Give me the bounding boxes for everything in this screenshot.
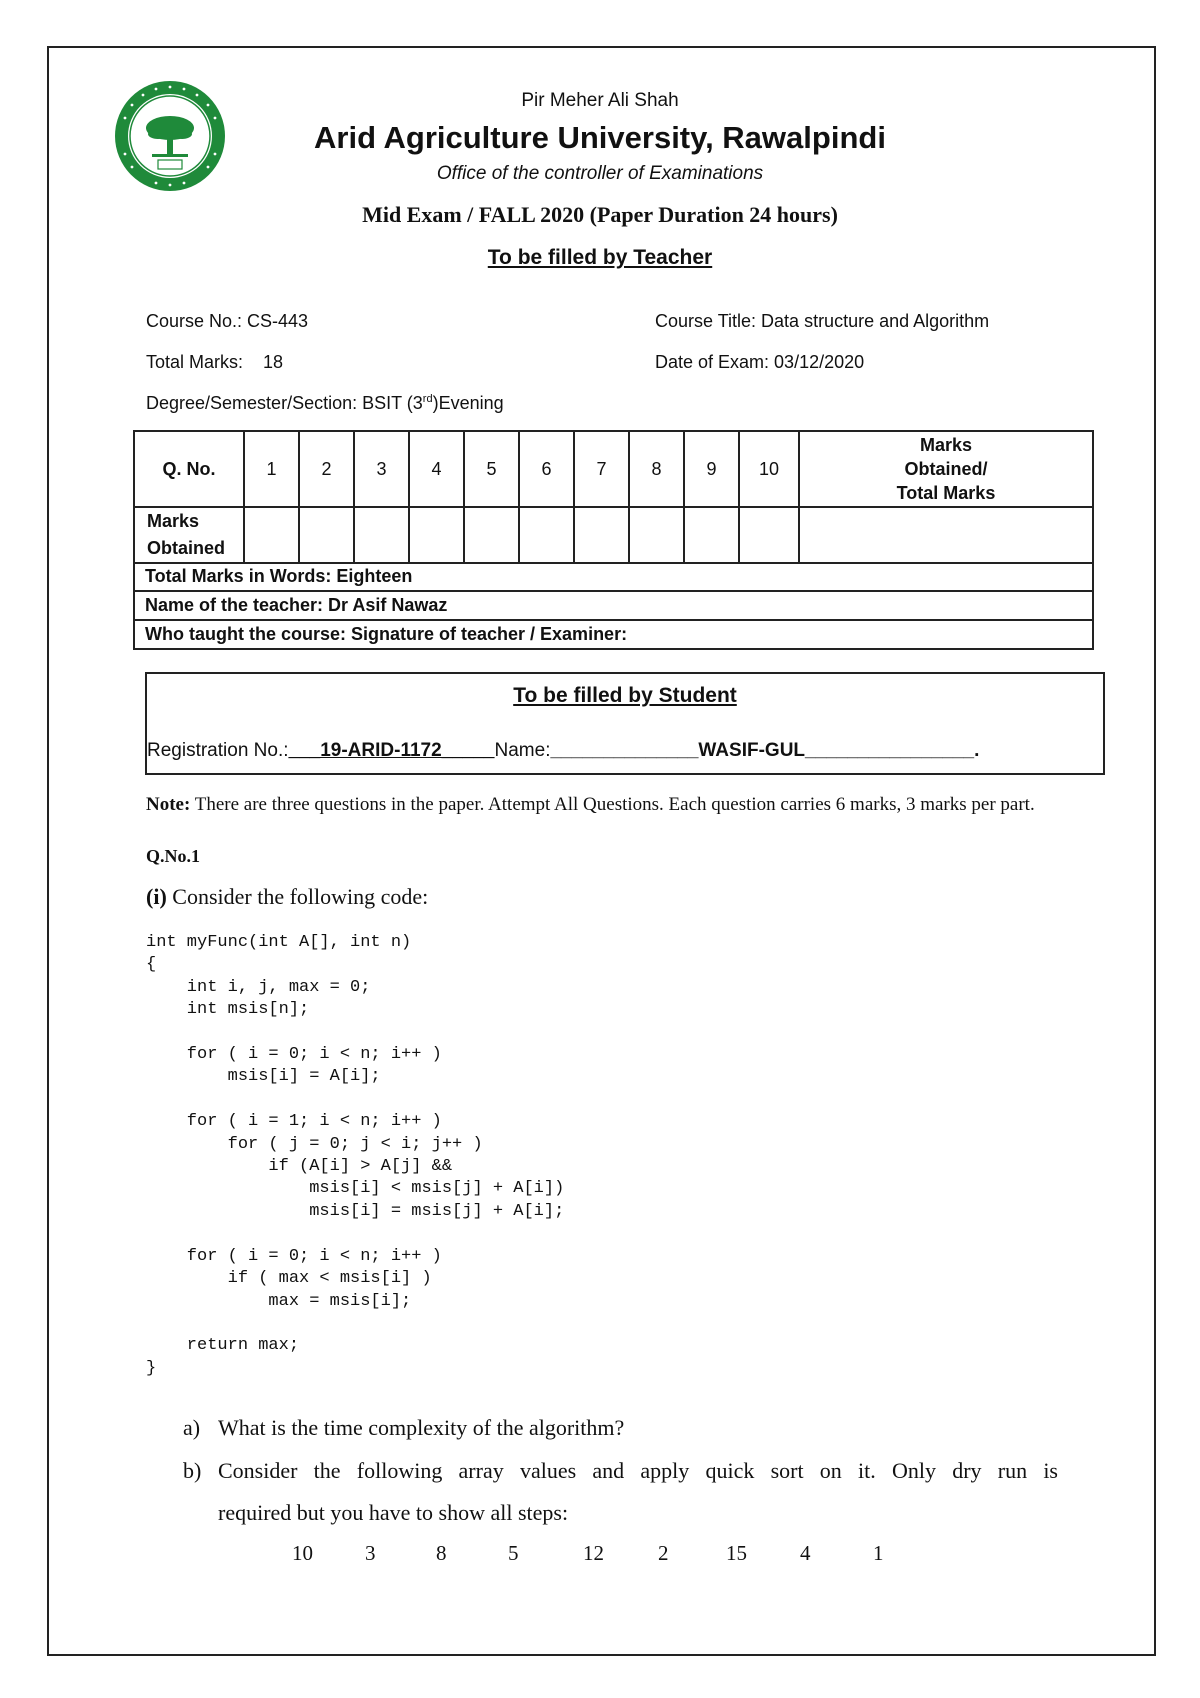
question-5: 5	[464, 431, 519, 507]
question-9: 9	[684, 431, 739, 507]
degree-suffix: )Evening	[432, 393, 504, 413]
question-6: 6	[519, 431, 574, 507]
student-section-heading: To be filled by Student	[513, 684, 737, 707]
array-value: 5	[508, 1541, 519, 1565]
array-value: 10	[292, 1541, 313, 1565]
total-marks-words: Total Marks in Words: Eighteen	[133, 563, 1094, 592]
office-name: Office of the controller of Examinations	[436, 163, 764, 184]
university-name: Arid Agriculture University, Rawalpindi	[314, 120, 886, 155]
degree-info	[146, 393, 504, 414]
part-label: (i)	[146, 884, 167, 909]
course-title: Course Title: Data structure and Algorithm	[655, 311, 990, 331]
question-number: Q.No.1	[146, 846, 200, 866]
degree-prefix: Degree/Semester/Section: BSIT (3	[146, 393, 423, 413]
name-label: Name:	[494, 740, 551, 761]
question-3: 3	[354, 431, 409, 507]
marks-table	[133, 430, 1094, 564]
taught-by-signature: Who taught the course: Signature of teacher / Examiner:	[133, 621, 1094, 650]
teacher-section-heading: To be filled by Teacher	[487, 246, 713, 269]
array-value: 3	[365, 1541, 376, 1565]
table-header-row	[134, 431, 1093, 507]
question-2: 2	[299, 431, 354, 507]
question-10: 10	[739, 431, 799, 507]
marks-label-line-2: Obtained	[147, 538, 226, 558]
note-label: Note:	[146, 794, 191, 815]
exam-note	[146, 792, 1066, 817]
marks-obtained-total-header	[799, 431, 1093, 507]
university-prefix: Pir Meher Ali Shah	[521, 90, 679, 111]
marks-cell-9	[684, 507, 739, 563]
question-8: 8	[629, 431, 684, 507]
marks-header-line-2: Obtained/	[904, 459, 988, 479]
array-value: 1	[873, 1541, 884, 1565]
question-4: 4	[409, 431, 464, 507]
exam-date: Date of Exam: 03/12/2020	[655, 352, 865, 372]
code-listing: int myFunc(int A[], int n) { int i, j, max = 0; int msis[n]; for ( i = 0; i < n; i++ ) msis[i] = A[i]; for ( i = 1; i < n; i++ ) for ( j = 0; j < i; j++ ) if (A[i] > A[j] && msis[i] < msis[j] + A[i]) msis[i] = msis[j] + A[i]; for ( i = 0; i < n; i++ ) if ( max < msis[i] ) max = msis[i]; return max; }	[146, 933, 565, 1378]
marks-label-line-1: Marks	[147, 511, 200, 531]
marks-cell-5	[464, 507, 519, 563]
array-value: 12	[583, 1541, 604, 1565]
note-text: There are three questions in the paper. Attempt All Questions. Each question carries 6 marks, 3 marks per part.	[190, 794, 1035, 815]
degree-superscript: rd	[422, 393, 433, 405]
exam-title: Mid Exam / FALL 2020 (Paper Duration 24 hours)	[362, 202, 838, 227]
sub-a-marker: a)	[183, 1415, 201, 1440]
marks-header-line-1: Marks	[919, 435, 973, 455]
student-box	[145, 672, 1105, 775]
registration-value: ___19-ARID-1172_____	[288, 740, 495, 761]
marks-cell-1	[244, 507, 299, 563]
marks-cell-3	[354, 507, 409, 563]
registration-line	[147, 740, 1103, 762]
marks-obtained-label	[134, 507, 244, 563]
array-value: 2	[658, 1541, 669, 1565]
marks-cell-8	[629, 507, 684, 563]
array-value: 15	[726, 1541, 747, 1565]
total-marks: Total Marks: 18	[146, 352, 284, 372]
sub-question-b-line-1: Consider the following array values and apply quick sort on it. Only dry run is	[218, 1458, 1058, 1483]
course-number: Course No.: CS-443	[146, 311, 309, 331]
array-value: 8	[436, 1541, 447, 1565]
teacher-name: Name of the teacher: Dr Asif Nawaz	[133, 592, 1094, 621]
marks-cell-10	[739, 507, 799, 563]
marks-cell-7	[574, 507, 629, 563]
sub-question-a: What is the time complexity of the algorithm?	[218, 1415, 625, 1440]
question-1: 1	[244, 431, 299, 507]
marks-cell-6	[519, 507, 574, 563]
name-value: ______________WASIF-GUL________________.	[550, 740, 980, 761]
question-part-i	[146, 884, 428, 910]
marks-cell-total	[799, 507, 1093, 563]
marks-obtained-row	[134, 507, 1093, 563]
marks-cell-2	[299, 507, 354, 563]
array-value: 4	[800, 1541, 811, 1565]
marks-cell-4	[409, 507, 464, 563]
marks-header-line-3: Total Marks	[896, 483, 996, 503]
qno-header: Q. No.	[134, 431, 244, 507]
sub-question-b-line-2: required but you have to show all steps:	[218, 1500, 569, 1525]
sub-b-marker: b)	[183, 1458, 202, 1483]
registration-label: Registration No.:	[147, 740, 289, 761]
question-7: 7	[574, 431, 629, 507]
part-text: Consider the following code:	[166, 884, 429, 909]
